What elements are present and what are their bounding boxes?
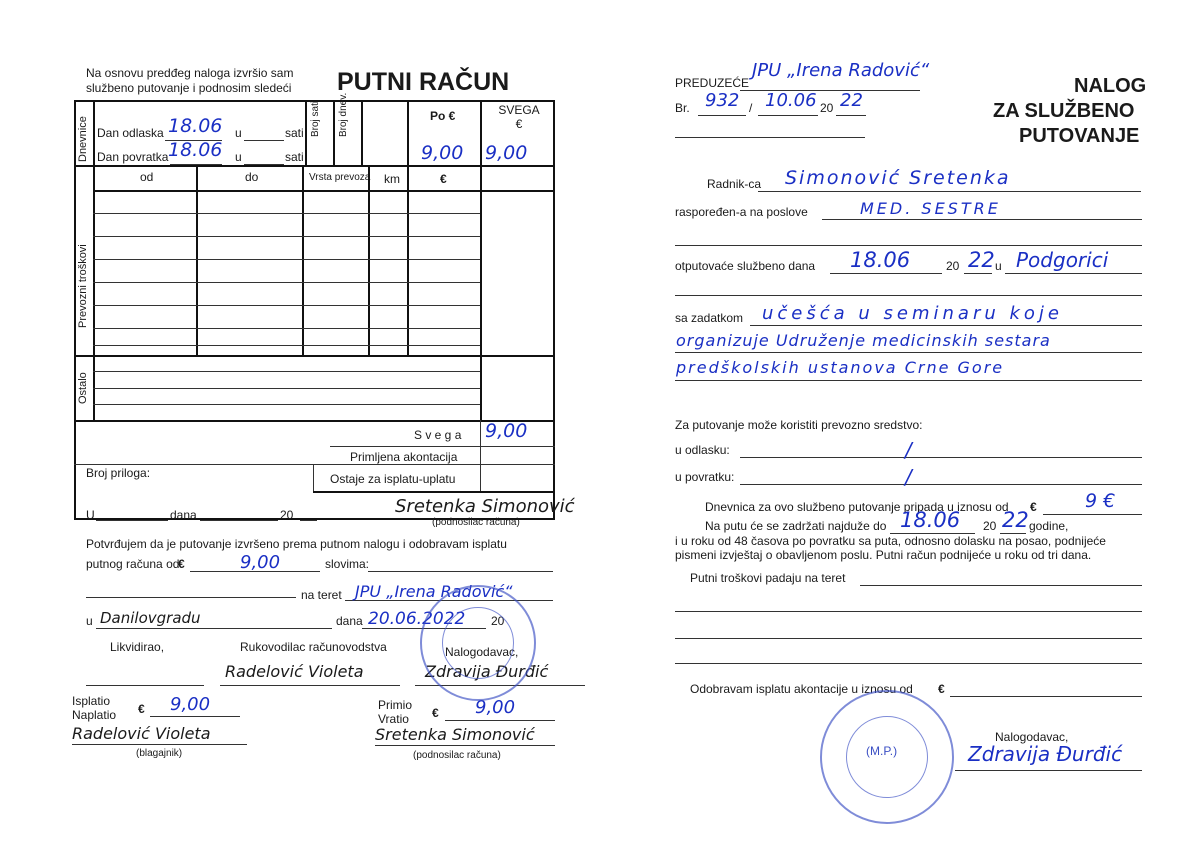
nalog-title-3: PUTOVANJE xyxy=(1019,125,1140,147)
rukovodilac-label: Rukovodilac računovodstva xyxy=(240,640,387,654)
br-label: Br. xyxy=(675,101,690,115)
dnevnica-label: Dnevnica za ovo službeno putovanje pripada u iznosu od xyxy=(705,500,1009,514)
podnosilac-label: (podnosilac računa) xyxy=(432,517,520,528)
col-eur: € xyxy=(440,172,447,186)
zadatkom-line2: organizuje Udruženje medicinskih sestara xyxy=(676,331,1051,350)
svega-label: SVEGA € xyxy=(498,103,540,131)
nalogodavac-label-left: Nalogodavac, xyxy=(445,645,519,659)
place-value: Podgorici xyxy=(1016,248,1109,272)
nalogodavac-label-right: Nalogodavac, xyxy=(995,730,1069,744)
u-label: u xyxy=(235,126,242,140)
odlasku-slash: / xyxy=(905,438,912,462)
svega-value: 9,00 xyxy=(485,142,528,164)
vratio-label: Vratio xyxy=(378,712,409,726)
likvidirao-label: Likvidirao, xyxy=(110,640,165,654)
preduzece-label: PREDUZEĆE xyxy=(675,76,750,90)
dana-label: dana xyxy=(170,508,197,522)
dnevnice-label: Dnevnice xyxy=(77,116,89,162)
prevozno-label: Za putovanje može koristiti prevozno sredstvo: xyxy=(675,418,923,432)
ostaje-label: Ostaje za isplatu-uplatu xyxy=(330,472,456,486)
euro-primio: € xyxy=(432,706,439,720)
otputovace-value: 18.06 xyxy=(850,248,911,272)
povratku-slash: / xyxy=(905,465,912,489)
slovima-label: slovima: xyxy=(325,557,370,571)
broj-priloga-label: Broj priloga: xyxy=(86,466,151,480)
br-year: 22 xyxy=(840,90,863,111)
dan-odlaska-value: 18.06 xyxy=(168,115,223,137)
naplatio-label: Naplatio xyxy=(72,708,117,722)
u-label-2: u xyxy=(235,150,242,164)
nalogodavac-signature-right: Zdravija Đurđić xyxy=(968,742,1123,766)
u-place-label: u xyxy=(995,259,1002,273)
year-prefix: 20 xyxy=(946,259,960,273)
svega-total: 9,00 xyxy=(485,420,528,442)
br-value: 932 xyxy=(705,90,740,111)
u-date-label: U xyxy=(86,508,95,522)
radnik-value: Simonović Sretenka xyxy=(785,167,1011,189)
na-teret-value: JPU „Irena Radović“ xyxy=(355,582,513,601)
sender-signature: Sretenka Simonović xyxy=(395,496,575,517)
na-putu-date: 18.06 xyxy=(900,508,961,532)
primio-label: Primio xyxy=(378,698,413,712)
broj-sati-label: Broj sati xyxy=(310,100,321,137)
na-putu-year-prefix: 20 xyxy=(983,519,997,533)
putni-racun-title: PUTNI RAČUN xyxy=(337,68,510,96)
sati-label: sati xyxy=(285,126,304,140)
dan-povratka-label: Dan povratka xyxy=(97,150,169,164)
dana2-label: dana xyxy=(336,614,363,628)
zadatkom-line1: učešća u seminaru koje xyxy=(762,303,1064,324)
year2-label: 20 xyxy=(491,614,505,628)
year-value: 22 xyxy=(968,248,995,272)
na-putu-label: Na putu će se zadržati najduže do xyxy=(705,519,887,533)
prevozni-label: Prevozni troškovi xyxy=(77,244,89,328)
primio-signature: Sretenka Simonović xyxy=(375,725,535,744)
blagajnik-label: (blagajnik) xyxy=(136,748,183,759)
br-slash: / xyxy=(749,101,753,115)
euro-symbol: € xyxy=(178,557,185,571)
blagajnik-signature: Radelović Violeta xyxy=(72,724,211,743)
col-do: do xyxy=(245,170,259,184)
isplatio-label: Isplatio xyxy=(72,694,111,708)
u-odlasku-label: u odlasku: xyxy=(675,443,730,457)
br-date: 10.06 xyxy=(765,90,817,111)
primljena-label: Primljena akontacija xyxy=(350,450,458,464)
ostalo-label: Ostalo xyxy=(77,372,89,404)
euro-isplatio: € xyxy=(138,702,145,716)
zadatkom-line3: predškolskih ustanova Crne Gore xyxy=(676,358,1005,377)
godine-label: godine, xyxy=(1029,519,1069,533)
euro-odobravam: € xyxy=(938,682,945,696)
isplatio-value: 9,00 xyxy=(170,694,211,715)
amount-value: 9,00 xyxy=(240,552,281,573)
city-value: Danilovgradu xyxy=(100,609,201,627)
primio-value: 9,00 xyxy=(475,697,516,718)
u-povratku-label: u povratku: xyxy=(675,470,735,484)
broj-dnev-label: Broj dnev. xyxy=(338,92,349,137)
na-putu-year: 22 xyxy=(1002,508,1029,532)
euro-dnevnica: € xyxy=(1030,500,1037,514)
br-year-prefix: 20 xyxy=(820,101,834,115)
intro-line2: službeno putovanje i podnosim sledeći xyxy=(86,81,292,95)
otputovace-label: otputovaće službeno dana xyxy=(675,259,816,273)
podnosilac2-label: (podnosilac računa) xyxy=(413,750,501,761)
intro-line1: Na osnovu predđeg naloga izvršio sam xyxy=(86,66,294,80)
col-km: km xyxy=(384,172,400,186)
year-label: 20 xyxy=(280,508,294,522)
nalog-title-1: NALOG xyxy=(1074,75,1147,97)
odobravam-label: Odobravam isplatu akontacije u iznosu od xyxy=(690,682,913,696)
na-teret-label: na teret xyxy=(301,588,342,602)
zadatkom-label: sa zadatkom xyxy=(675,311,744,325)
col-od: od xyxy=(140,170,154,184)
text-line3: pismeni izvještaj o obavljenom poslu. Putni račun podnijeće u roku od tri dana. xyxy=(675,548,1092,562)
putni-troskovi-label: Putni troškovi padaju na teret xyxy=(690,571,846,585)
u-city-label: u xyxy=(86,614,93,628)
text-line2: i u roku od 48 časova po povratku sa puta, odnosno dolasku na posao, podnijeće xyxy=(675,534,1106,548)
mp-label: (M.P.) xyxy=(866,744,898,758)
col-vrsta: Vrsta prevoza xyxy=(309,172,371,183)
dan-povratka-value: 18.06 xyxy=(168,139,223,161)
radnik-label: Radnik-ca xyxy=(707,177,762,191)
putnog-racuna-label: putnog računa od xyxy=(86,557,180,571)
rasporedjen-label: raspoređen-a na poslove xyxy=(675,205,808,219)
nalogodavac-signature-left: Zdravija Đurđić xyxy=(425,662,549,681)
date-value: 20.06.2022 xyxy=(368,609,466,629)
nalog-title-2: ZA SLUŽBENO xyxy=(993,100,1135,122)
official-stamp-left xyxy=(420,585,536,701)
preduzece-value: JPU „Irena Radović“ xyxy=(752,60,930,81)
po-label: Po € xyxy=(430,109,456,123)
dnevnica-value: 9 € xyxy=(1085,490,1116,512)
dan-odlaska-label: Dan odlaska xyxy=(97,126,164,140)
sati-label-2: sati xyxy=(285,150,304,164)
potvrdjujem-text: Potvrđujem da je putovanje izvršeno prema putnom nalogu i odobravam isplatu xyxy=(86,537,507,551)
rasporedjen-value: MED. SESTRE xyxy=(860,199,1001,218)
svega-row-label: S v e g a xyxy=(414,428,462,442)
po-value: 9,00 xyxy=(421,142,464,164)
rukovodilac-signature: Radelović Violeta xyxy=(225,662,364,681)
